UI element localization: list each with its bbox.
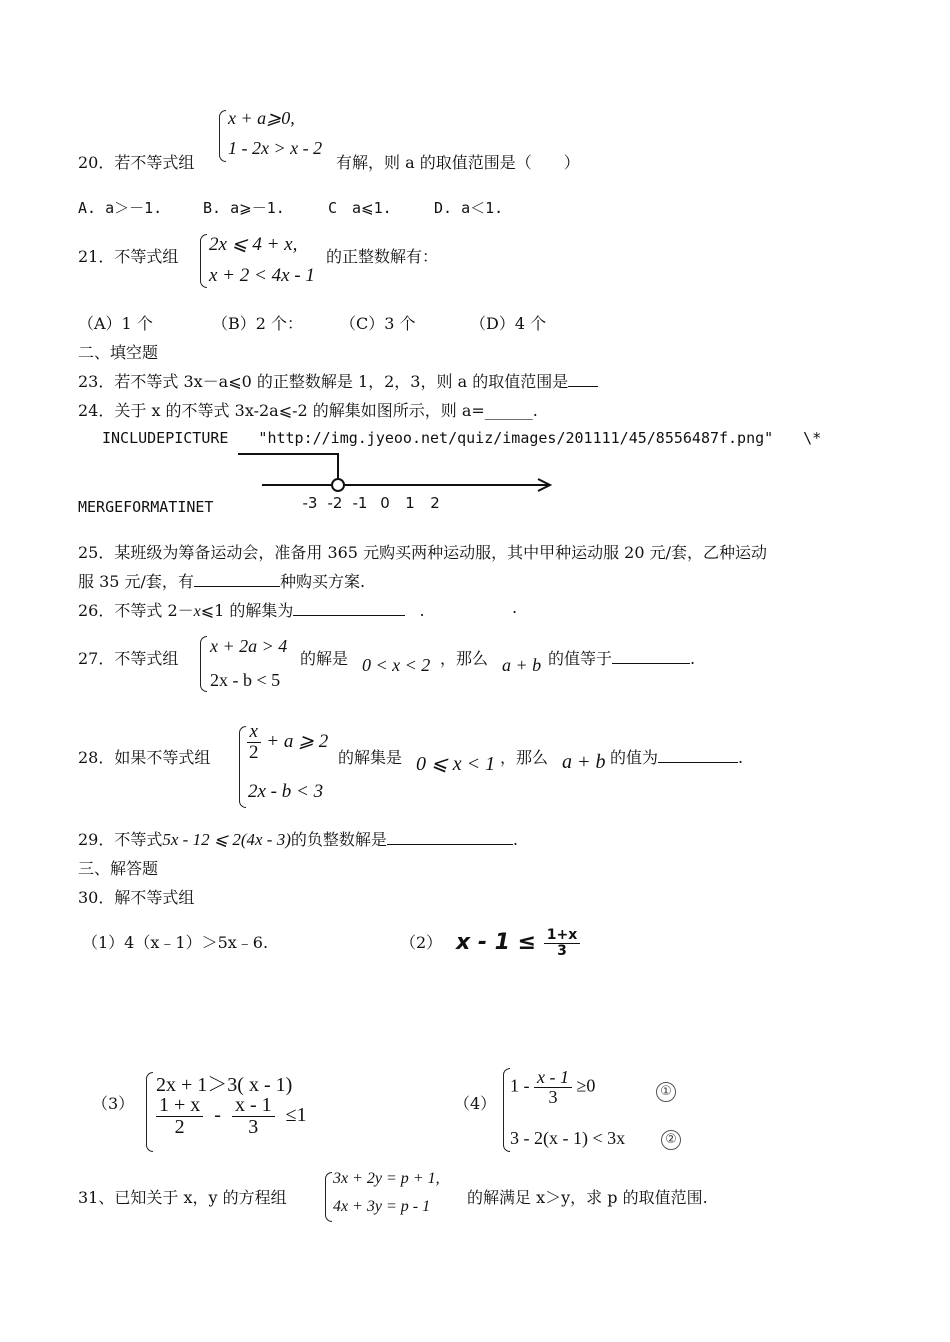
q20-eq2: 1 - 2x > x - 2 <box>228 138 323 158</box>
q30-part4-eq1-a: 1 - <box>510 1075 530 1096</box>
q20-brace <box>219 110 226 162</box>
q23-answer-blank[interactable] <box>568 370 598 387</box>
q21-option-c: （C）3 个 <box>340 314 416 333</box>
tick-label: 0 <box>380 494 390 512</box>
q25-line2 <box>78 569 365 592</box>
q27-suffix: 的值等于 <box>548 649 613 668</box>
section-solve-title: 三、解答题 <box>78 859 159 878</box>
q27-mid: 的解是 <box>300 649 349 668</box>
q30-part2-lhs: x - 1 ≤ <box>456 930 537 956</box>
q27-then: ，那么 <box>440 649 489 668</box>
q20-suffix: 有解，则 a 的取值范围是（ ） <box>336 153 580 172</box>
q21-option-d: （D）4 个 <box>470 314 547 333</box>
q28-fraction <box>246 722 262 763</box>
q29-period: . <box>512 830 518 849</box>
q30-part4-mark2: ② <box>661 1130 681 1150</box>
q30-part3-f1-num: 1 + x <box>156 1095 203 1117</box>
q29-expr: 5x - 12 ⩽ 2(4x - 3) <box>162 830 291 849</box>
q30-part2-den: 3 <box>557 942 567 959</box>
q25-line2-a: 服 35 元/套，有 <box>78 572 194 591</box>
tick-label: -1 <box>352 494 368 512</box>
q26-text-a: 26．不等式 2－ <box>78 601 194 620</box>
q26-text-b: ⩽1 的解集为 <box>200 601 294 620</box>
q20-option-a: A. a＞－1. <box>78 199 163 217</box>
solution-ray <box>238 454 338 478</box>
q31-brace <box>325 1172 332 1222</box>
q30-part3-frac2 <box>232 1095 275 1138</box>
q29-answer-blank[interactable] <box>387 828 513 845</box>
q26-answer-blank[interactable] <box>293 599 405 616</box>
q21-prefix: 21．不等式组 <box>78 247 179 266</box>
q30-part2-num: 1+x <box>544 928 581 944</box>
q28-answer-blank[interactable] <box>658 746 738 763</box>
q26-period: . <box>419 601 425 620</box>
q25-line2-b: 种购买方案. <box>279 572 366 591</box>
q30-part4-eq1-b: ≥0 <box>576 1075 596 1096</box>
q24-merge-field: MERGEFORMATINET <box>78 498 214 516</box>
q28-solution: 0 ⩽ x < 1 <box>416 753 496 775</box>
q28-frac-den: 2 <box>249 741 259 763</box>
q29-suffix: 的负整数解是 <box>290 830 387 849</box>
q24-text: 24．关于 x 的不等式 3x-2a⩽-2 的解集如图所示，则 a=______. <box>78 401 538 420</box>
tick-label: -2 <box>327 494 343 512</box>
q31-eq2: 4x + 3y = p - 1 <box>333 1198 431 1215</box>
tick-label: 1 <box>405 494 415 512</box>
q30-part3-rest: ≤1 <box>285 1104 307 1127</box>
q30-part4-eq1 <box>510 1068 595 1107</box>
q21-eq2: x + 2 < 4x - 1 <box>209 265 315 286</box>
q30-part4-eq2: 3 - 2(x - 1) < 3x <box>510 1128 626 1148</box>
q23-label: 23．若不等式 3x－a⩽0 的正整数解是 1，2，3，则 a 的取值范围是 <box>78 372 569 391</box>
tick-label: 2 <box>430 494 440 512</box>
q27-suffix-line <box>548 646 695 669</box>
tick-label: -3 <box>302 494 318 512</box>
q21-brace <box>200 234 207 288</box>
q27-solution: 0 < x < 2 <box>362 655 431 675</box>
q24-number-line <box>230 444 560 514</box>
q20-prefix: 20．若不等式组 <box>78 153 195 172</box>
q28-brace <box>239 726 246 808</box>
q27-expr: a + b <box>502 655 542 675</box>
q30-part3-minus: - <box>214 1104 221 1127</box>
q30-part2-expr <box>456 928 580 958</box>
q20-option-c: C a⩽1. <box>328 199 392 217</box>
q27-prefix: 27．不等式组 <box>78 649 179 668</box>
q28-eq1 <box>246 722 328 763</box>
q30-part2-fraction <box>544 928 581 958</box>
q28-suffix: 的值为 <box>610 748 659 767</box>
q30-title: 30．解不等式组 <box>78 888 195 907</box>
q20-eq1: x + a⩾0, <box>228 108 295 128</box>
q24-include-field: INCLUDEPICTURE "http://img.jyeoo.net/quiz/images/201111/45/8556487f.png" \* <box>102 429 822 447</box>
q27-eq2: 2x - b < 5 <box>210 670 281 690</box>
q27-eq1: x + 2a > 4 <box>210 636 288 656</box>
q30-part3-f2-den: 3 <box>248 1116 259 1138</box>
q30-part3-f2-num: x - 1 <box>232 1095 275 1117</box>
q28-eq2: 2x - b < 3 <box>248 781 324 802</box>
q28-period: . <box>738 748 744 767</box>
q27-answer-blank[interactable] <box>612 647 690 664</box>
q30-part4-den: 3 <box>548 1086 558 1107</box>
q31-eq1: 3x + 2y = p + 1, <box>333 1170 440 1187</box>
q20-option-b: B. a⩾－1. <box>203 199 285 217</box>
q21-suffix: 的正整数解有： <box>326 247 439 266</box>
open-point <box>332 479 344 491</box>
q28-prefix: 28．如果不等式组 <box>78 748 211 767</box>
q30-part3-frac1 <box>156 1095 203 1138</box>
q31-prefix: 31、已知关于 x，y 的方程组 <box>78 1188 287 1207</box>
q26-stray-dot: . <box>512 598 518 617</box>
q20-option-d: D. a＜1. <box>434 199 504 217</box>
q30-part3-brace <box>146 1072 153 1152</box>
q30-part3-label: （3） <box>92 1094 135 1113</box>
q30-part3-f1-den: 2 <box>174 1116 185 1138</box>
q30-part4-mark1: ① <box>656 1082 676 1102</box>
q30-part1: （1）4（x﹣1）＞5x﹣6. <box>82 933 269 952</box>
q27-brace <box>200 636 207 692</box>
q28-suffix-line <box>610 745 743 768</box>
q27-period: . <box>690 649 696 668</box>
q31-suffix: 的解满足 x＞y，求 p 的取值范围. <box>467 1188 708 1207</box>
q28-frac-num: x <box>247 722 261 743</box>
q25-line1: 25．某班级为筹备运动会，准备用 365 元购买两种运动服，其中甲种运动服 20 元/套，乙种运动 <box>78 543 767 562</box>
q30-part2-label: （2） <box>400 933 443 952</box>
q21-option-a: （A）1 个 <box>78 314 153 333</box>
q30-part4-label: （4） <box>454 1094 497 1113</box>
q30-part4-brace <box>503 1068 510 1152</box>
q28-eq1-rest: + a ⩾ 2 <box>266 730 329 752</box>
q21-eq1: 2x ⩽ 4 + x, <box>209 234 298 255</box>
q26-var: x <box>193 603 201 620</box>
q28-mid: 的解集是 <box>338 748 403 767</box>
q23-text <box>78 369 598 392</box>
q29-prefix: 29．不等式 <box>78 830 163 849</box>
q26-text <box>78 598 425 621</box>
q28-then: ，那么 <box>500 748 549 767</box>
q30-part4-fraction <box>534 1068 572 1107</box>
q28-expr: a + b <box>562 751 606 773</box>
q21-option-b: （B）2 个： <box>212 314 304 333</box>
q30-part3-eq2 <box>156 1095 307 1138</box>
q30-part3-eq1: 2x + 1＞3( x - 1) <box>156 1074 293 1096</box>
q25-answer-blank[interactable] <box>194 570 280 587</box>
q29-text <box>78 827 518 850</box>
section-fill-in-title: 二、填空题 <box>78 343 159 362</box>
q30-part4-num: x - 1 <box>534 1068 572 1088</box>
